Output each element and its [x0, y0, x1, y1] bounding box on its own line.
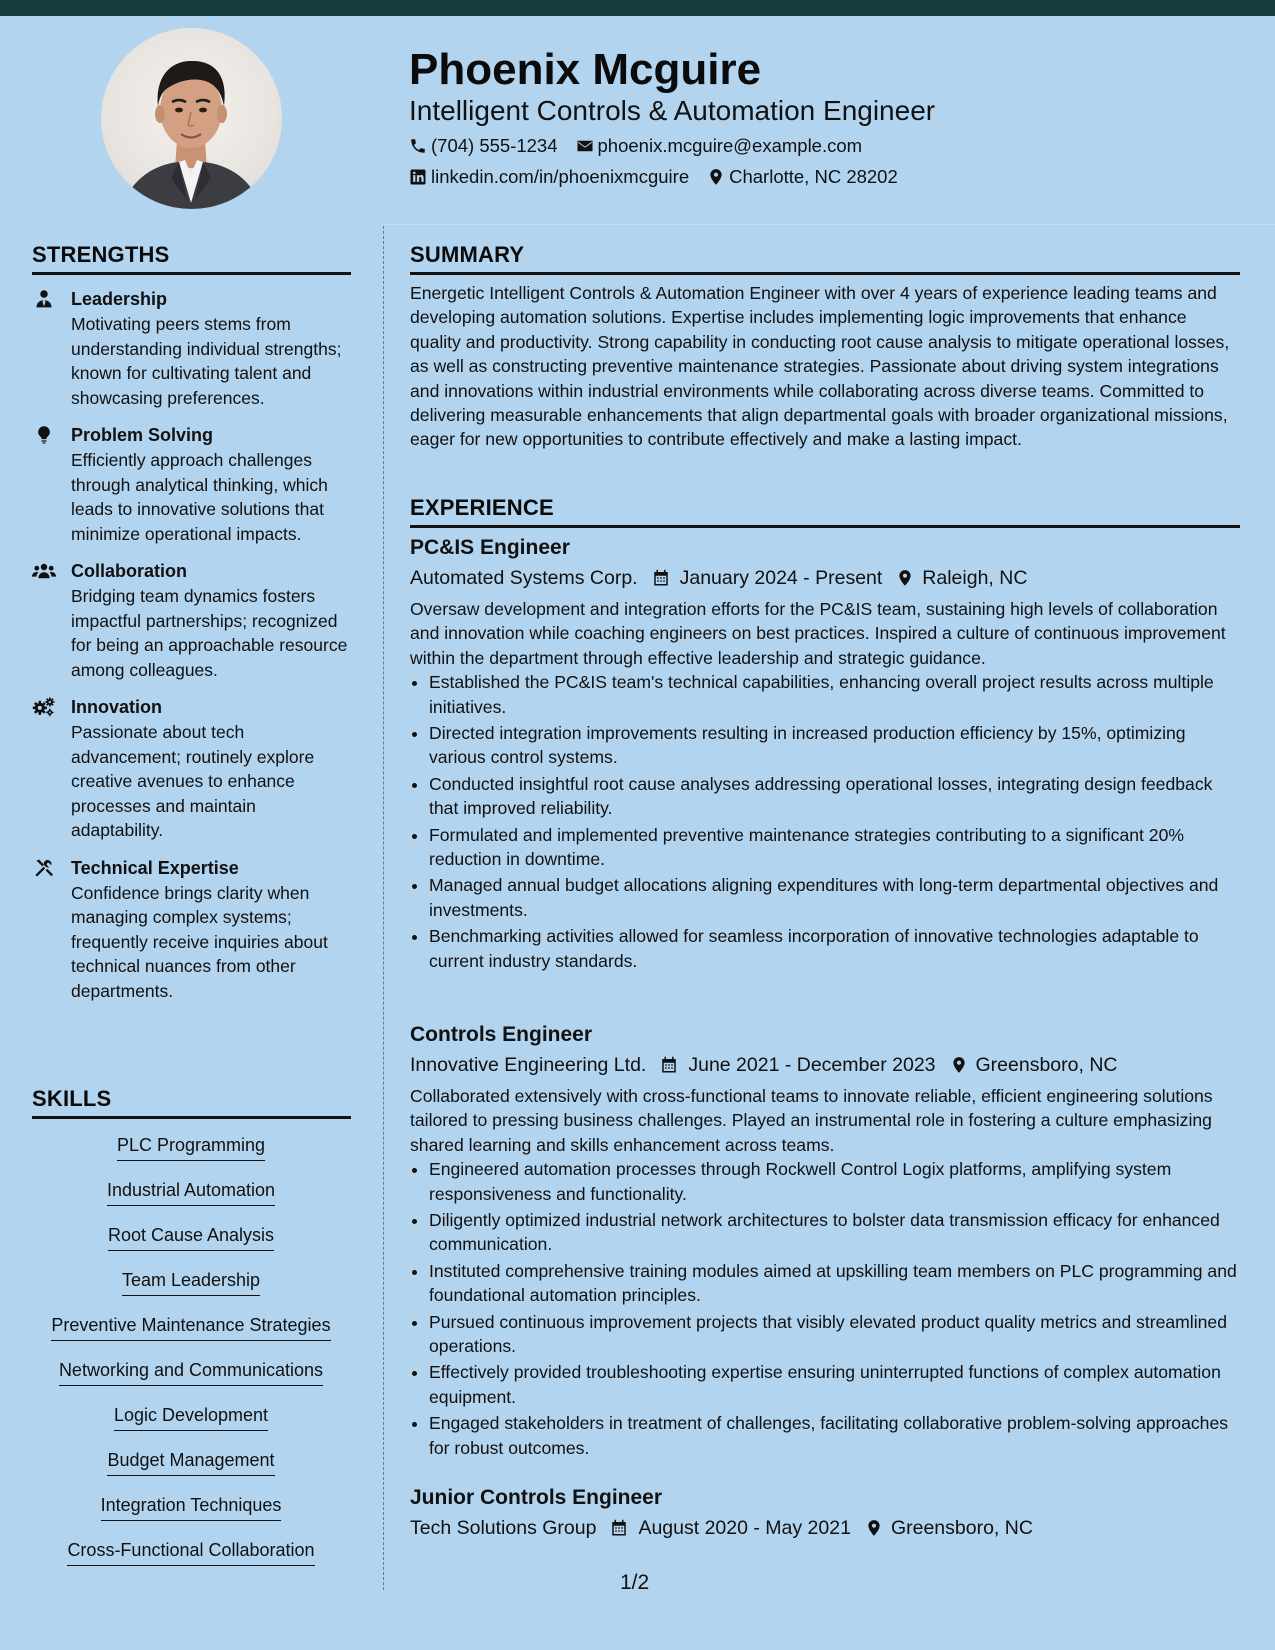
job-title: Junior Controls Engineer: [410, 1486, 663, 1509]
contact-row-1: [409, 134, 880, 158]
strengths-rule: [32, 272, 351, 275]
strength-title: Innovation: [71, 697, 162, 717]
summary-heading: SUMMARY: [410, 242, 525, 267]
job-company: Innovative Engineering Ltd.: [410, 1054, 647, 1076]
summary-section: [410, 281, 1240, 452]
strength-title: Problem Solving: [71, 425, 214, 445]
bullet-item: • Engineered automation processes through Rockwell Control Logix platforms, amplifying system responsiveness and functionality.: [429, 1157, 1240, 1206]
skill-label: Industrial Automation: [107, 1178, 275, 1206]
skill-label: Integration Techniques: [101, 1493, 282, 1521]
tools-icon: [32, 858, 56, 878]
job-description: Collaborated extensively with cross-functional teams to innovate reliable, efficient engineering solutions tailored to pressing business challenges. Played an instrumental role in fostering a culture emphasizing shared learning and skills enhancement across teams.: [410, 1086, 1213, 1155]
calendar-icon: [610, 1519, 628, 1537]
job-bullets: [410, 1157, 1240, 1460]
strength-item: [32, 856, 352, 1004]
job-company: Automated Systems Corp.: [410, 567, 638, 589]
job-title: Controls Engineer: [410, 1023, 593, 1046]
profile-photo: [101, 28, 282, 209]
skill-item: [32, 1358, 350, 1403]
phone-text: (704) 555-1234: [431, 135, 558, 156]
linkedin-contact[interactable]: [409, 165, 689, 189]
phone-contact[interactable]: [409, 134, 558, 158]
job-company: Tech Solutions Group: [410, 1517, 597, 1539]
skill-item: [32, 1538, 350, 1583]
header-divider: [385, 224, 1275, 225]
strengths-heading: STRENGTHS: [32, 242, 170, 267]
skill-item: [32, 1133, 350, 1178]
bullet-item: • Pursued continuous improvement projects that visibly elevated product quality metrics and streamlined operations.: [429, 1310, 1240, 1359]
strengths-list: [32, 287, 352, 1016]
person-portrait-image: [101, 28, 282, 209]
bullet-item: • Engaged stakeholders in treatment of challenges, facilitating collaborative problem-solving approaches for robust outcomes.: [429, 1411, 1240, 1460]
strength-description: Efficiently approach challenges through analytical thinking, which leads to innovative solutions that minimize operational impacts.: [71, 450, 328, 544]
job-location: Raleigh, NC: [922, 567, 1028, 589]
job-dates: August 2020 - May 2021: [638, 1517, 851, 1539]
column-divider: [383, 226, 384, 1590]
strength-item: [32, 695, 352, 843]
skills-rule: [32, 1116, 351, 1119]
strength-title: Leadership: [71, 289, 168, 309]
strength-description: Passionate about tech advancement; routinely explore creative avenues to enhance processes and maintain adaptability.: [71, 722, 315, 840]
job-dates: January 2024 - Present: [679, 567, 883, 589]
location-text: Charlotte, NC 28202: [729, 166, 898, 187]
skill-item: [32, 1403, 350, 1448]
email-contact[interactable]: [576, 134, 863, 158]
job-entry: [410, 1484, 1240, 1542]
job-title: PC&IS Engineer: [410, 536, 570, 559]
bullet-item: • Established the PC&IS team's technical capabilities, enhancing overall project results across multiple initiatives.: [429, 670, 1240, 719]
job-entry: [410, 534, 1240, 975]
job-location: Greensboro, NC: [890, 1517, 1033, 1539]
candidate-name: Phoenix Mcguire: [409, 45, 762, 94]
job-description: Oversaw development and integration efforts for the PC&IS team, sustaining high levels of collaboration and innovation while coaching engineers on best practices. Inspired a culture of continuous improvement within the department through effective leadership and strategic guidance.: [410, 599, 1226, 668]
strength-item: [32, 559, 352, 682]
strength-title: Collaboration: [71, 561, 187, 581]
users-icon: [32, 561, 56, 581]
email-text: phoenix.mcguire@example.com: [597, 135, 863, 156]
bullet-item: • Formulated and implemented preventive maintenance strategies contributing to a significant 20% reduction in downtime.: [429, 823, 1240, 872]
job-dates: June 2021 - December 2023: [688, 1054, 936, 1076]
skill-item: [32, 1223, 350, 1268]
job-meta: [410, 1514, 1240, 1542]
skill-label: PLC Programming: [117, 1133, 265, 1161]
map-pin-icon: [950, 1056, 968, 1074]
envelope-icon: [576, 137, 594, 155]
skill-label: Networking and Communications: [59, 1358, 323, 1386]
skill-item: [32, 1493, 350, 1538]
top-accent-bar: [0, 0, 1275, 16]
skill-item: [32, 1268, 350, 1313]
linkedin-text: linkedin.com/in/phoenixmcguire: [431, 166, 690, 187]
phone-icon: [409, 137, 427, 155]
strength-item: [32, 423, 352, 546]
experience-heading: EXPERIENCE: [410, 495, 554, 520]
linkedin-icon: [409, 168, 427, 186]
skills-heading: SKILLS: [32, 1086, 112, 1111]
user-tie-icon: [32, 289, 56, 309]
location-contact: [707, 165, 898, 189]
job-entry: [410, 1021, 1240, 1462]
bullet-item: • Directed integration improvements resulting in increased production efficiency by 15%, optimizing various control systems.: [429, 721, 1240, 770]
gears-icon: [32, 697, 56, 717]
bullet-item: • Conducted insightful root cause analyses addressing operational losses, integrating design feedback that improved reliability.: [429, 772, 1240, 821]
skill-item: [32, 1448, 350, 1493]
bullet-item: • Effectively provided troubleshooting expertise ensuring uninterrupted functions of complex automation equipment.: [429, 1360, 1240, 1409]
calendar-icon: [660, 1056, 678, 1074]
experience-rule: [410, 525, 1240, 528]
skill-label: Budget Management: [107, 1448, 274, 1476]
strength-title: Technical Expertise: [71, 857, 239, 878]
skill-item: [32, 1313, 350, 1358]
map-pin-icon: [865, 1519, 883, 1537]
strength-description: Bridging team dynamics fosters impactful partnerships; recognized for being an approachable resource among colleagues.: [71, 586, 348, 680]
map-pin-icon: [707, 168, 725, 186]
bullet-item: • Diligently optimized industrial network architectures to bolster data transmission efficacy for enhanced communication.: [429, 1208, 1240, 1257]
job-location: Greensboro, NC: [975, 1054, 1118, 1076]
lightbulb-icon: [32, 425, 56, 445]
summary-rule: [410, 272, 1240, 275]
bullet-item: • Instituted comprehensive training modules aimed at upskilling team members on PLC programming and foundational automation principles.: [429, 1259, 1240, 1308]
skills-list: [32, 1133, 350, 1583]
skill-label: Preventive Maintenance Strategies: [51, 1313, 330, 1341]
bullet-item: • Managed annual budget allocations aligning expenditures with long-term departmental objectives and investments.: [429, 873, 1240, 922]
skill-label: Logic Development: [114, 1403, 268, 1431]
job-bullets: [410, 670, 1240, 973]
summary-text: Energetic Intelligent Controls & Automation Engineer with over 4 years of experience leading teams and developing automation solutions. Expertise includes implementing logic improvements that enhance quality and productivity. Strong capability in conducting root cause analysis to mitigate operational losses, as well as constructing preventive maintenance strategies. Passionate about driving system integrations and innovations within industrial environments while collaborating across diverse teams. Committed to delivering measurable enhancements that align departmental goals with broader organizational missions, eager for new opportunities to contribute effectively and make a lasting impact.: [410, 283, 1230, 450]
skill-label: Team Leadership: [122, 1268, 260, 1296]
candidate-title: Intelligent Controls & Automation Engineer: [409, 95, 936, 126]
map-pin-icon: [896, 569, 914, 587]
skill-item: [32, 1178, 350, 1223]
bullet-item: • Benchmarking activities allowed for seamless incorporation of innovative technologies adaptable to current industry standards.: [429, 924, 1240, 973]
contact-row-2: [409, 165, 916, 189]
page-number: 1/2: [620, 1571, 650, 1594]
job-meta: [410, 564, 1240, 592]
skill-label: Root Cause Analysis: [108, 1223, 274, 1251]
strength-description: Confidence brings clarity when managing complex systems; frequently receive inquiries about technical nuances from other departments.: [71, 882, 328, 1001]
skill-label: Cross-Functional Collaboration: [67, 1538, 314, 1566]
calendar-icon: [652, 569, 670, 587]
strength-description: Motivating peers stems from understanding individual strengths; known for cultivating talent and showcasing preferences.: [71, 314, 342, 408]
job-meta: [410, 1051, 1240, 1079]
strength-item: [32, 287, 352, 410]
